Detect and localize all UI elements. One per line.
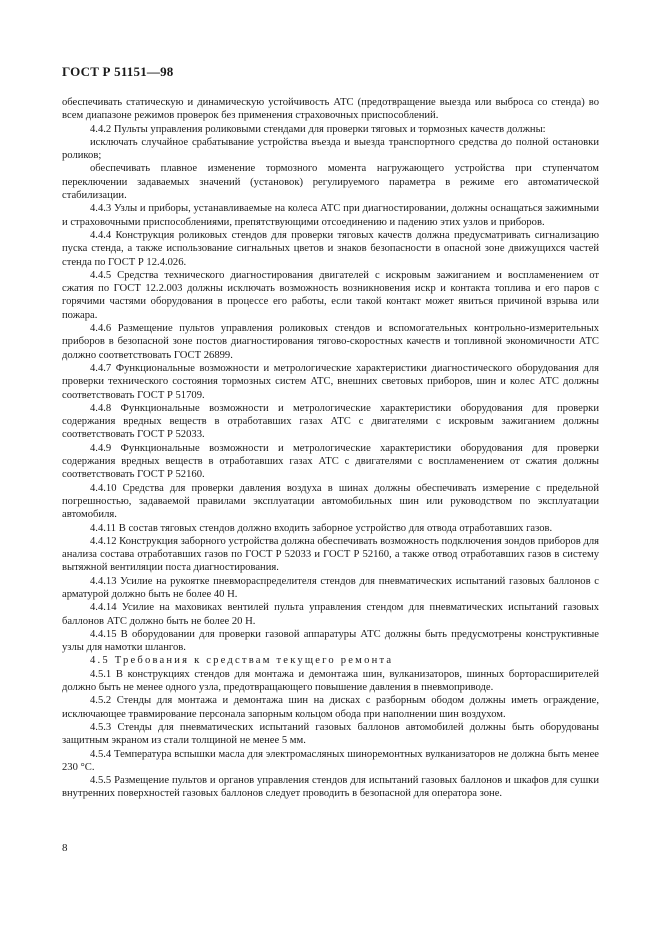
- paragraph: 4.4.2 Пульты управления роликовыми стендами для проверки тяговых и тормозных качеств должны:: [90, 123, 546, 135]
- document-body: [62, 96, 599, 801]
- paragraph: 4.4.15 В оборудовании для проверки газовой аппаратуры АТС должны быть предусмотрены конструктивные узлы для намотки шлангов.: [62, 628, 599, 654]
- section-heading: 4.5 Требования к средствам текущего ремонта: [90, 655, 394, 667]
- paragraph: обеспечивать статическую и динамическую устойчивость АТС (предотвращение выезда или выброса со стенда) во всем диапазоне режимов проверок без применения страховочных приспособлений.: [62, 97, 599, 122]
- paragraph: 4.4.13 Усилие на рукоятке пневмораспределителя стендов для пневматических испытаний газовых баллонов с арматурой должно быть не более 40 Н.: [62, 575, 599, 600]
- paragraph: 4.4.11 В состав тяговых стендов должно входить заборное устройство для отвода отработавших газов.: [90, 522, 553, 534]
- paragraph: 4.4.8 Функциональные возможности и метрологические характеристики оборудования для проверки содержания вредных веществ в отработавших газах АТС с двигателями с искровым зажиганием должны соответствовать ГОСТ Р 52033.: [62, 402, 599, 441]
- paragraph: исключать случайное срабатывание устройства въезда и выезда транспортного средства до полной остановки роликов;: [62, 136, 599, 162]
- paragraph: 4.4.9 Функциональные возможности и метрологические характеристики оборудования для проверки содержания вредных веществ в отработавших газах АТС с двигателями с воспламенением от сжатия должны соответствовать ГОСТ Р 52160.: [62, 442, 599, 481]
- paragraph: 4.5.2 Стенды для монтажа и демонтажа шин на дисках с разборным ободом должны иметь ограждение, исключающее травмирование персонала запорным кольцом обода при наполнении шин воздухом.: [62, 695, 599, 720]
- paragraph: обеспечивать плавное изменение тормозного момента нагружающего устройства при ступенчатом переключении задаваемых значений (установок) регулируемого параметра в режиме его автоматической стабилизации.: [62, 163, 599, 202]
- paragraph: 4.4.4 Конструкция роликовых стендов для проверки тяговых качеств должна предусматривать сигнализацию пуска стенда, а также использование сигнальных цветов и знаков безопасности в опасной зоне движущихся частей стенда по ГОСТ Р 12.4.026.: [62, 229, 599, 268]
- paragraph: 4.4.3 Узлы и приборы, устанавливаемые на колеса АТС при диагностировании, должны оснащаться зажимными и страховочными приспособлениями, препятствующими отсоединению и падению этих узлов и приборов.: [62, 203, 599, 228]
- paragraph: 4.5.3 Стенды для пневматических испытаний газовых баллонов автомобилей должны быть оборудованы защитным экраном из стали толщиной не менее 5 мм.: [62, 721, 599, 747]
- paragraph: 4.5.4 Температура вспышки масла для электромасляных шиноремонтных вулканизаторов не должна быть менее 230 °С.: [62, 748, 599, 773]
- document-header: ГОСТ Р 51151—98: [62, 64, 174, 79]
- paragraph: 4.4.10 Средства для проверки давления воздуха в шинах должны обеспечивать измерение с предельной погрешностью, задаваемой правилами эксплуатации автомобильных шин или руководством по эксплуатации автомобиля.: [62, 482, 599, 521]
- paragraph: 4.5.1 В конструкциях стендов для монтажа и демонтажа шин, вулканизаторов, шинных борторасширителей должно быть не менее одного узла, предотвращающего повышение давления в пневмоприводе.: [62, 668, 599, 694]
- paragraph: 4.4.7 Функциональные возможности и метрологические характеристики диагностического оборудования для проверки технического состояния тормозных систем АТС, внешних световых приборов, шин и колес АТС должны соответствовать ГОСТ Р 51709.: [62, 362, 599, 401]
- paragraph: 4.4.12 Конструкция заборного устройства должна обеспечивать возможность подключения зондов приборов для анализа состава отработавших газов по ГОСТ Р 52033 и ГОСТ Р 52160, а также отвод отработавших газов в систему вытяжной вентиляции поста диагностирования.: [62, 535, 599, 574]
- paragraph: 4.4.14 Усилие на маховиках вентилей пульта управления стендом для пневматических испытаний газовых баллонов АТС должно быть не более 20 Н.: [62, 602, 599, 627]
- paragraph: 4.4.5 Средства технического диагностирования двигателей с искровым зажиганием и воспламенением от сжатия по ГОСТ 12.2.003 должны исключать возможность возникновения искр и контакта топлива и его паров с горячими частями оборудования в процессе его работы, если такой контакт может явиться причиной взрыва или пожара.: [62, 269, 599, 321]
- paragraph: 4.4.6 Размещение пультов управления роликовых стендов и вспомогательных контрольно-измерительных приборов в безопасной зоне постов диагностирования тягово-скоростных качеств и топливной экономичности АТС должно соответствовать ГОСТ 26899.: [62, 323, 599, 361]
- page-number: 8: [62, 842, 68, 854]
- paragraph: 4.5.5 Размещение пультов и органов управления стендов для испытаний газовых баллонов и шкафов для сушки внутренних поверхностей газовых баллонов следует проводить в безопасной для оператора зоне.: [62, 775, 599, 800]
